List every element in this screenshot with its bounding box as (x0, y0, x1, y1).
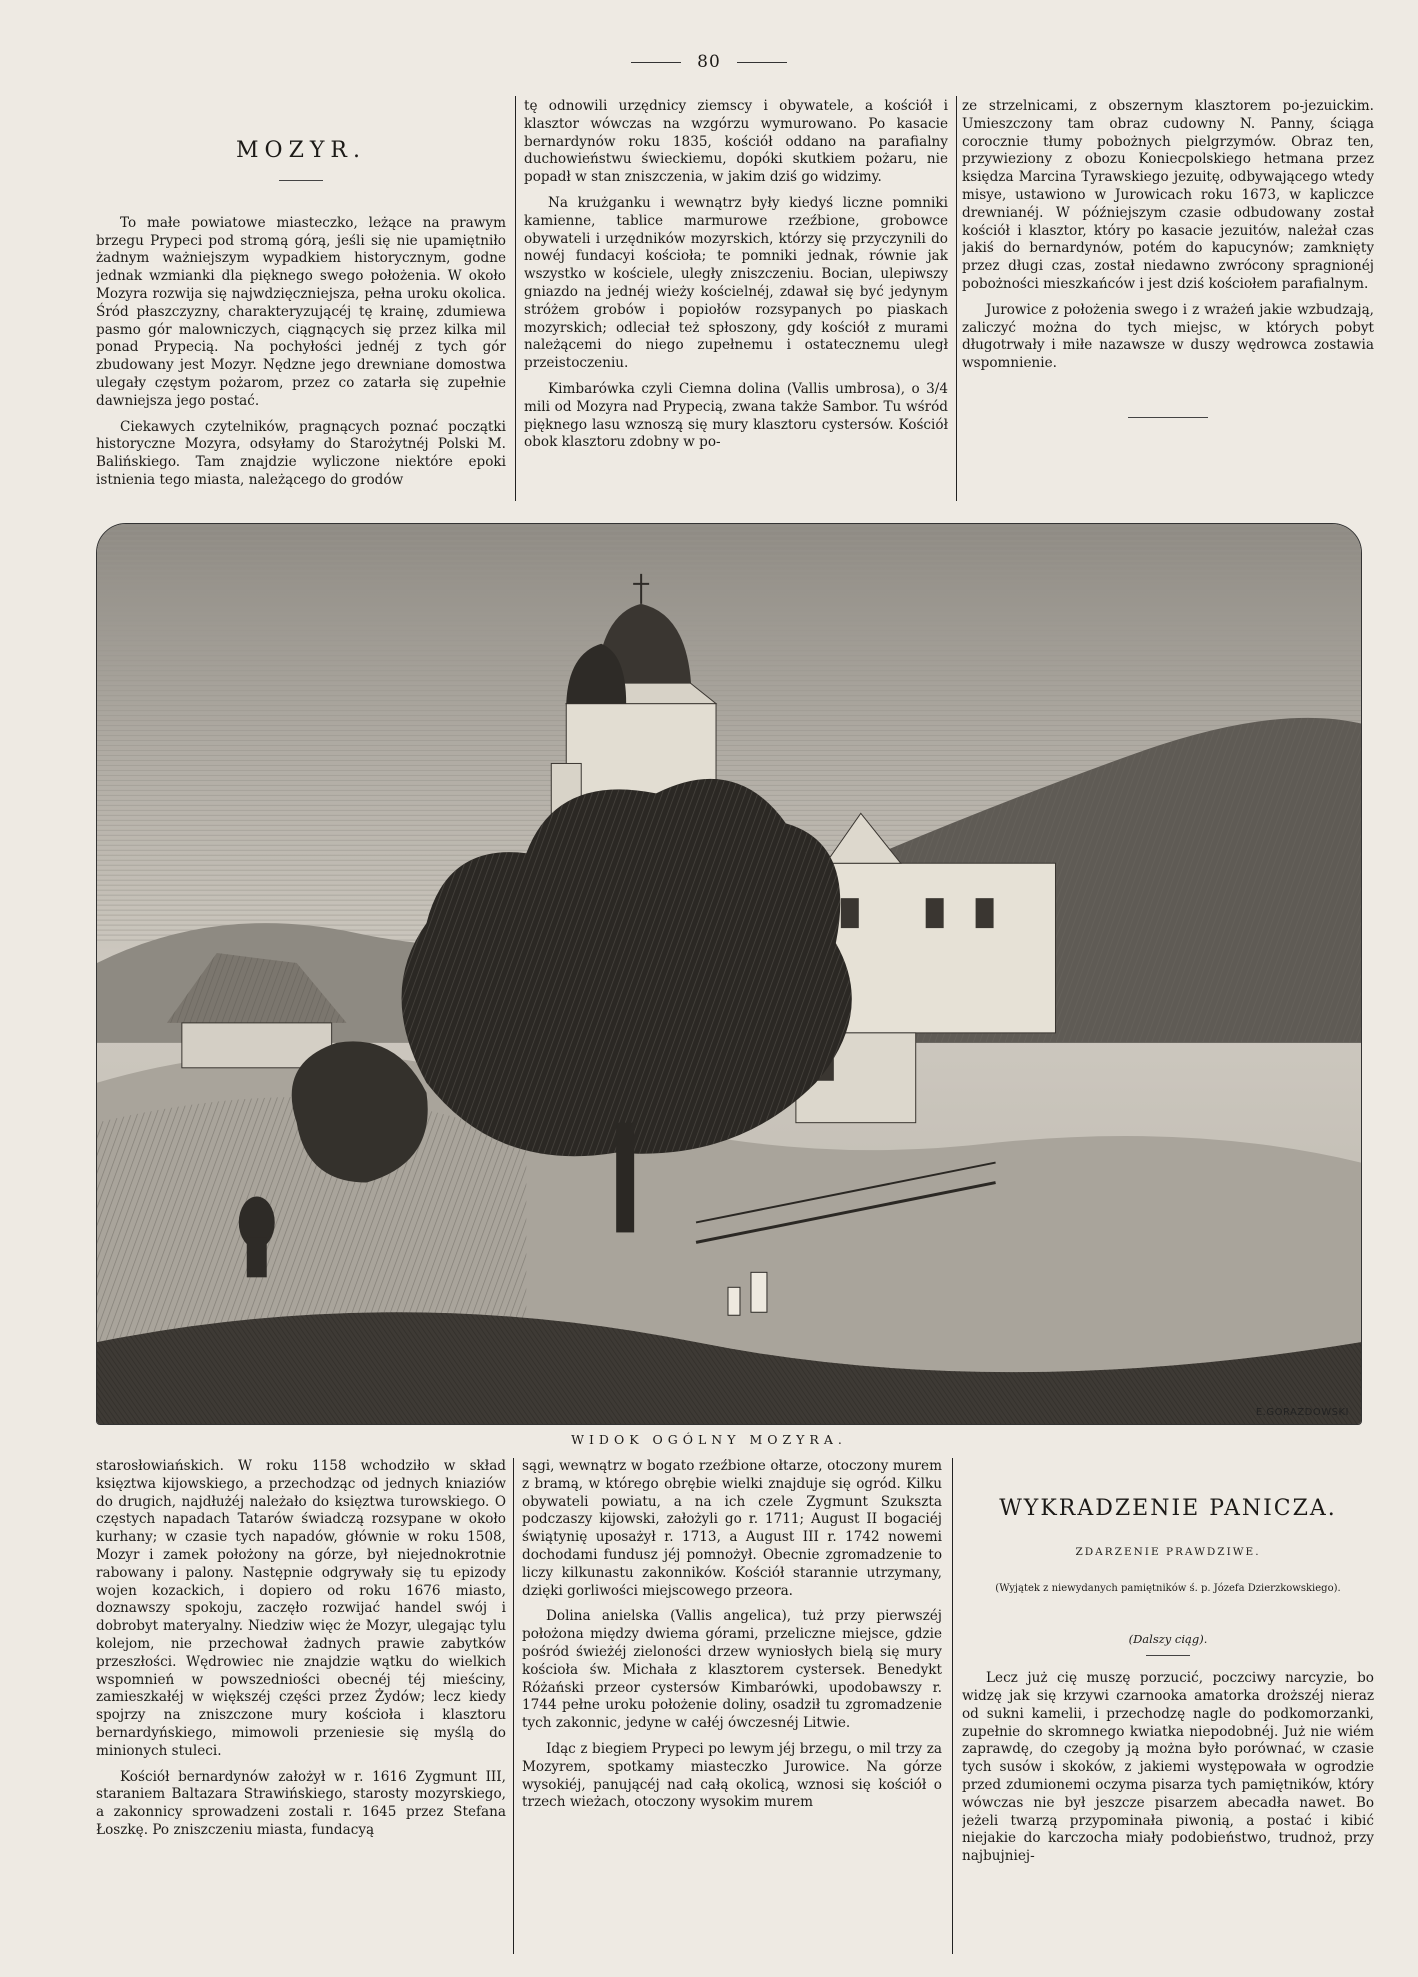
engraving-scene (97, 524, 1361, 1424)
column-divider (952, 1458, 953, 1954)
article-column-2 (524, 98, 948, 503)
engraver-signature: E.GORAZDOWSKI (1255, 1407, 1349, 1418)
paragraph: ze strzelnicami, z obszernym klasztorem po-jezuickim. Umieszczony tam obraz cudowny N. Panny, ściąga corocznie tłumy pobożnych pielgrzymów. Obraz ten, przywieziony z obozu Koniecpolskiego hetmana przez księdza Marcina Tyrawskiego jezuitę, odbywającego wtedy misye, ustawiono w Jurowicach roku 1673, w kapliczce drewnianéj. W późniejszym czasie odbudowany został kościół i klasztor, który po kasacie jezuitów, należał czas jakiś do bernardynów, potém do kapucynów; zamknięty przez długi czas, został niedawno zwrócony spragnionéj pobożności mieszkańców i jest dziś kościołem parafialnym. (962, 98, 1374, 292)
end-rule (1128, 417, 1208, 418)
column-divider (513, 1458, 514, 1954)
story-title: WYKRADZENIE PANICZA. (999, 1496, 1337, 1521)
column-divider (956, 96, 957, 501)
column-divider (515, 96, 516, 501)
article-column-5 (522, 1458, 942, 1958)
paragraph: Idąc z biegiem Prypeci po lewym jéj brzegu, o mil trzy za Mozyrem, spotkamy miasteczko Jurowice. Na górze wysokiéj, panującéj nad całą okolicą, wznosi się kościół o trzech wieżach, otoczony wysokim murem (522, 1740, 942, 1811)
paragraph: Kościół bernardynów założył w r. 1616 Zygmunt III, staraniem Baltazara Strawińskiego, starosty mozyrskiego, a zakonnicy sprowadzeni zostali r. 1645 przez Stefana Łoszkę. Po zniszczeniu miasta, fundacyą (96, 1768, 506, 1838)
paragraph: Dolina anielska (Vallis angelica), tuż przy pierwszéj położona między dwiema górami, przeliczne miejsce, gdzie pośród świeżéj zieloności drzew wyniosłych bielą się mury kościoła św. Michała z klasztorem cystersek. Benedykt Różański przeor cystersów Kimbarówki, upodobawszy r. 1744 pełne uroku położenie doliny, osadził tu zgromadzenie tych zakonnic, jedyne w całéj ówczesnéj Litwie. (522, 1608, 942, 1732)
paragraph: Kimbarówka czyli Ciemna dolina (Vallis umbrosa), o 3/4 mili od Mozyra nad Prypecią, zwana także Sambor. Tu wśród pięknego lasu wznoszą się mury klasztoru cystersów. Kościół obok klasztoru zdobny w po- (524, 380, 948, 451)
story-subtitle: ZDARZENIE PRAWDZIWE. (1075, 1545, 1261, 1558)
article-column-3 (962, 98, 1374, 503)
title-rule (279, 180, 323, 181)
paragraph: Na krużganku i wewnątrz były kiedyś liczne pomniki kamienne, tablice marmurowe rzeźbione, grobowce obywateli i urzędników mozyrskich, którzy się przyczynili do nowéj fundacyi kościoła; te pomniki jednak, równie jak wszystko w kościele, uległy zniszczeniu. Bocian, ulepiwszy gniazdo na jednéj wieży kościelnéj, zdawał się być jedynym stróżem grobów i popiołów rozsypanych po piaskach mozyrskich; odleciał też spłoszony, gdy kościół z murami należącemi do niego zupełnemu i ostatecznemu uległ przeistoczeniu. (524, 194, 948, 372)
article-column-1 (96, 96, 506, 506)
article-title: MOZYR. (236, 138, 366, 163)
paragraph: tę odnowili urzędnicy ziemscy i obywatele, a kościół i klasztor wówczas na wzgórzu wymurowano. Po kasacie bernardynów roku 1835, kościół oddano na parafialny duchowieństwu świeckiemu, dopóki skutkiem pożaru, nie popadł w stan zniszczenia, w jakim dziś go widzimy. (524, 98, 948, 186)
article-column-4 (96, 1458, 506, 1958)
paragraph: starosłowiańskich. W roku 1158 wchodziło w skład księztwa kijowskiego, a przechodząc od jednych kniaziów do drugich, najdłużéj należało do księztwa turowskiego. O częstych napadach Tatarów świadczą rozsypane w około kurhany; w czasie tych napadów, głównie w roku 1508, Mozyr i zamek położony na górze, był niejednokrotnie rabowany i palony. Następnie odgrywały się tu epizody wojen kozackich, i dopiero od roku 1676 miasto, doznawszy spokoju, zaczęło rozwijać handel swój i dobrobyt materyalny. Niedziw więc że Mozyr, ulegając tylu kolejom, nie przechował żadnych prawie zabytków przeszłości. Wędrowiec nie znajdzie wątku do wielkich wspomnień w powszedniości obecnéj téj mieściny, zamieszkałéj w większéj części przez Żydów; lecz kiedy spojrzy na zniszczone mury kościoła i klasztoru bernardyńskiego, mimowoli przeniesie się myślą do minionych stuleci. (96, 1458, 506, 1759)
paragraph: sągi, wewnątrz w bogato rzeźbione ołtarze, otoczony murem z bramą, w którego obrębie wielki znajduje się ogród. Kilku obywateli powiatu, a na ich czele Zygmunt Szukszta podczaszy kijowski, założyli go r. 1711; August II bogaciéj świątynię uposażył r. 1713, a August III r. 1742 nowemi dochodami fundusz jéj pomnożył. Obecnie zgromadzenie to liczy kilkunastu zakonników. Kościół starannie utrzymany, dzięki gorliwości miejscowego przeora. (522, 1458, 942, 1599)
page-number: 80 (0, 52, 1418, 72)
continued-label: (Dalszy ciąg). (1128, 1632, 1208, 1647)
paragraph: Ciekawych czytelników, pragnących poznać początki historyczne Mozyra, odsyłamy do Starożytnéj Polski M. Balińskiego. Tam znajdzie wyliczone niektóre epoki istnienia tego miasta, należącego do grodów (96, 418, 506, 488)
engraving-illustration (96, 523, 1362, 1425)
story-rule (1146, 1655, 1190, 1656)
illustration-caption: WIDOK OGÓLNY MOZYRA. (571, 1432, 847, 1447)
paragraph: To małe powiatowe miasteczko, leżące na prawym brzegu Prypeci pod stromą górą, jeśli się nie upamiętniło żadnym ważniejszym wypadkiem historycznym, godne jednak wzmianki dla pięknego swego położenia. W około Mozyra rozwija się najwdzięczniejsza, pełna uroku okolica. Śród płaszczyzny, charakteryzującéj tę krainę, zdumiewa pasmo gór malowniczych, ciągnących się przez kilka mil ponad Prypecią. Na pochyłości jednéj z tych gór zbudowany jest Mozyr. Nędzne jego drewniane domostwa ulegały częstym pożarom, przez co zatarła się zupełnie dawniejsza jego postać. (96, 214, 506, 409)
paragraph: Lecz już cię muszę porzucić, poczciwy narcyzie, bo widzę jak się krzywi czarnooka amatorka droższéj nieraz od sukni kamelii, i przechodzę nagle do podkomorzanki, zupełnie do skromnego kwiatka niepodobnéj. Już nie wiém zaprawdę, do czegoby ją można było porównać, w czasie tych susów i skoków, z jakiemi występowała w ogrodzie przed zdumionemi oczyma pisarza tych pamiętników, który wówczas nie był jeszcze pisarzem abecadła nawet. Bo jeżeli twarzą przypominała piwonią, a postać i kibić niejakie do karczocha miały podobieństwo, trudnoż, przy najbujniej- (962, 1670, 1374, 1865)
paragraph: Jurowice z położenia swego i z wrażeń jakie wzbudzają, zaliczyć można do tych miejsc, w których pobyt długotrwały i miłe nazawsze w duszy wędrowca zostawia wspomnienie. (962, 301, 1374, 372)
story-note: (Wyjątek z niewydanych pamiętników ś. p. Józefa Dzierzkowskiego). (995, 1582, 1341, 1594)
story-column (962, 1458, 1374, 1958)
